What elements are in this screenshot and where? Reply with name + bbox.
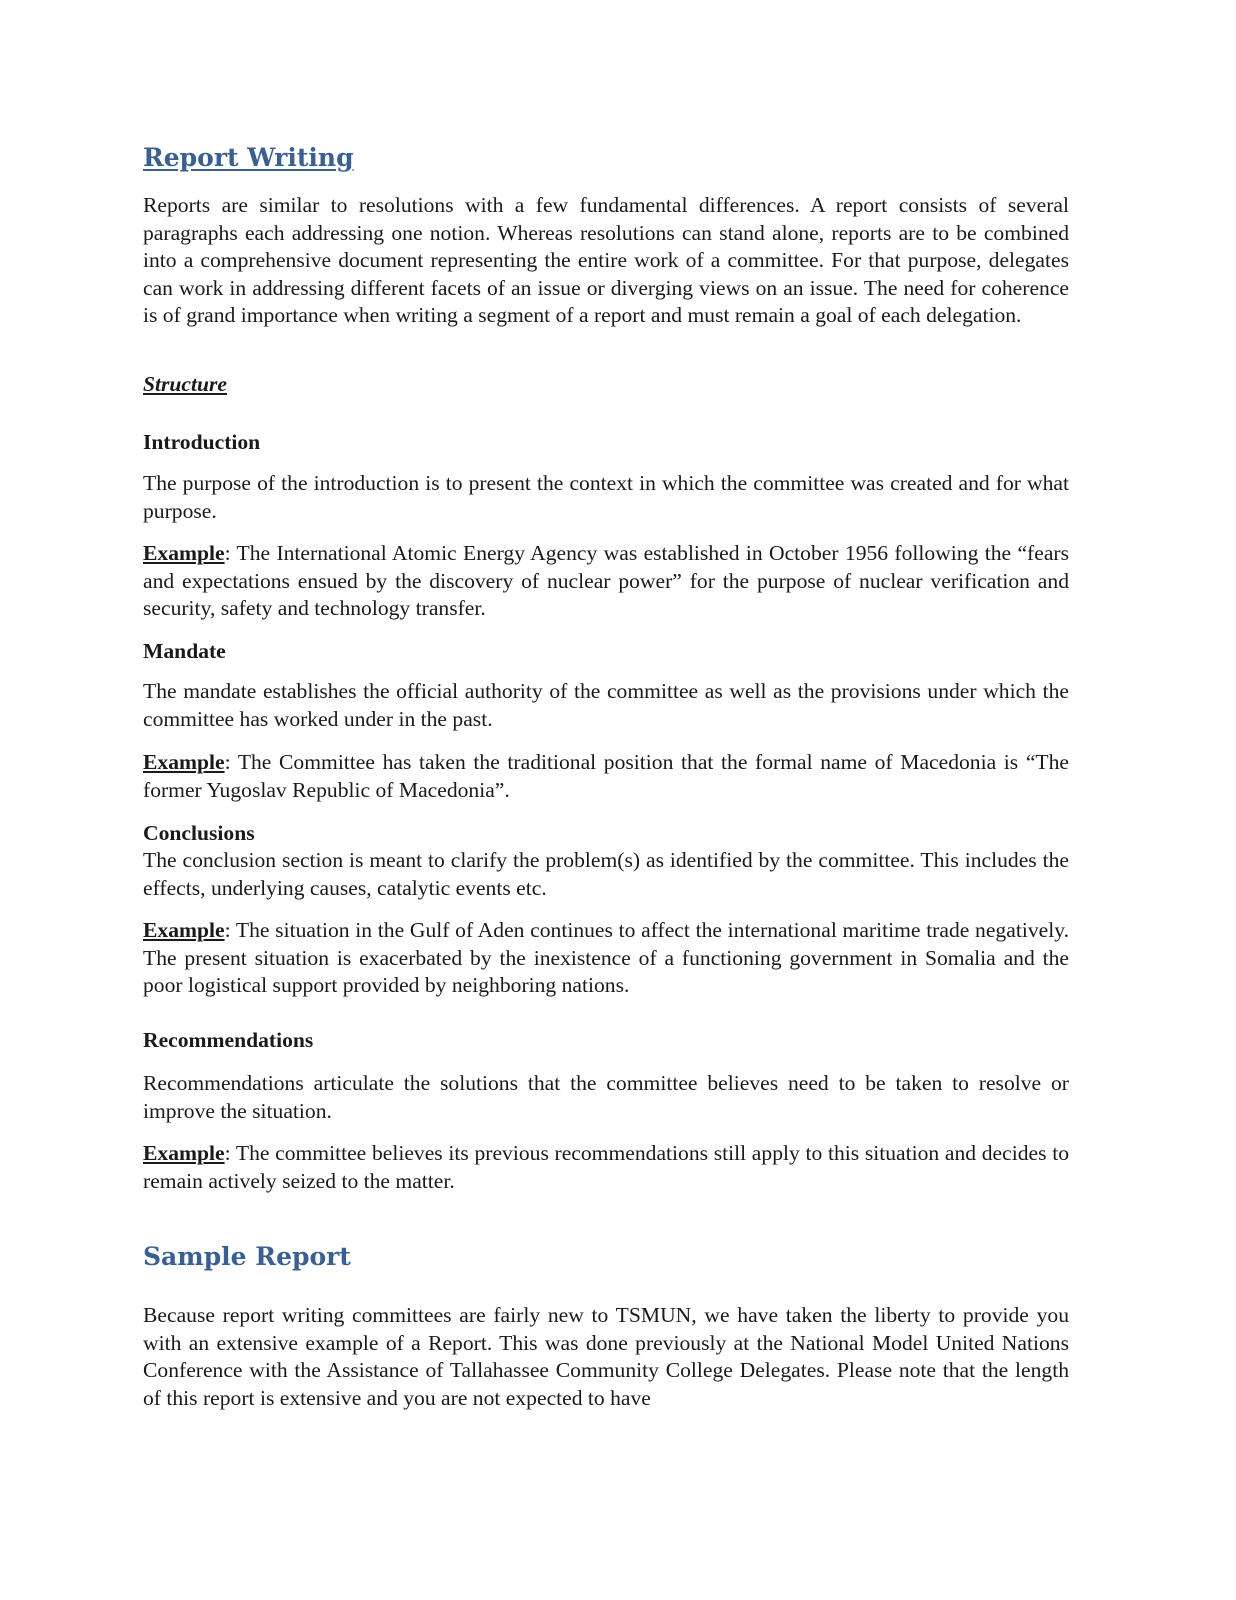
report-writing-title: Report Writing	[143, 143, 354, 172]
sample-report-body-block	[143, 1302, 1069, 1412]
recommendations-heading: Recommendations	[143, 1028, 314, 1052]
conclusions-example-block	[143, 917, 1069, 1000]
conclusions-example	[143, 917, 1069, 1000]
recommendations-body: Recommendations articulate the solutions that the committee believes need to be taken to resolve or improve the situation.	[143, 1071, 1069, 1123]
conclusions-body: The conclusion section is meant to clarify the problem(s) as identified by the committee. This includes the effects, underlying causes, catalytic events etc.	[143, 848, 1069, 900]
example-label: Example	[143, 918, 225, 942]
mandate-heading: Mandate	[143, 639, 226, 663]
report-writing-title-block	[143, 143, 1069, 172]
introduction-body-block	[143, 470, 1069, 525]
introduction-heading: Introduction	[143, 430, 261, 454]
report-writing-intro-block	[143, 192, 1069, 330]
example-label: Example	[143, 541, 225, 565]
conclusions-example-text: : The situation in the Gulf of Aden continues to affect the international maritime trade negatively. The present situation is exacerbated by the inexistence of a functioning government in Somalia and the poor logistical support provided by neighboring nations.	[143, 918, 1069, 998]
conclusions-heading-block	[143, 820, 1069, 847]
example-label: Example	[143, 750, 225, 774]
introduction-heading-block	[143, 429, 1069, 456]
conclusions-heading: Conclusions	[143, 821, 255, 845]
introduction-example-block	[143, 540, 1069, 623]
mandate-heading-block	[143, 638, 1069, 665]
mandate-example-text: : The Committee has taken the traditional position that the formal name of Macedonia is “The former Yugoslav Republic of Macedonia”.	[143, 750, 1069, 802]
conclusions-body-block	[143, 847, 1069, 902]
recommendations-body-block	[143, 1070, 1069, 1125]
mandate-example	[143, 749, 1069, 804]
structure-block	[143, 372, 1069, 397]
introduction-example	[143, 540, 1069, 623]
recommendations-heading-block	[143, 1027, 1069, 1054]
recommendations-example-text: : The committee believes its previous recommendations still apply to this situation and decides to remain actively seized to the matter.	[143, 1141, 1069, 1193]
structure-heading: Structure	[143, 372, 228, 396]
mandate-body-block	[143, 678, 1069, 733]
mandate-body: The mandate establishes the official authority of the committee as well as the provisions under which the committee has worked under in the past.	[143, 679, 1069, 731]
sample-report-title: Sample Report	[143, 1242, 351, 1271]
sample-report-title-block	[143, 1242, 1069, 1271]
mandate-example-block	[143, 749, 1069, 804]
sample-report-body: Because report writing committees are fairly new to TSMUN, we have taken the liberty to provide you with an extensive example of a Report. This was done previously at the National Model United Nations Conference with the Assistance of Tallahassee Community College Delegates. Please note that the length of this report is extensive and you are not expected to have	[143, 1303, 1069, 1410]
example-label: Example	[143, 1141, 225, 1165]
introduction-body: The purpose of the introduction is to present the context in which the committee was created and for what purpose.	[143, 471, 1069, 523]
recommendations-example-block	[143, 1140, 1069, 1195]
recommendations-example	[143, 1140, 1069, 1195]
introduction-example-text: : The International Atomic Energy Agency was established in October 1956 following the “fears and expectations ensued by the discovery of nuclear power” for the purpose of nuclear verification and security, safety and technology transfer.	[143, 541, 1069, 621]
report-writing-intro-paragraph: Reports are similar to resolutions with a few fundamental differences. A report consists of several paragraphs each addressing one notion. Whereas resolutions can stand alone, reports are to be combined into a comprehensive document representing the entire work of a committee. For that purpose, delegates can work in addressing different facets of an issue or diverging views on an issue. The need for coherence is of grand importance when writing a segment of a report and must remain a goal of each delegation.	[143, 193, 1069, 328]
